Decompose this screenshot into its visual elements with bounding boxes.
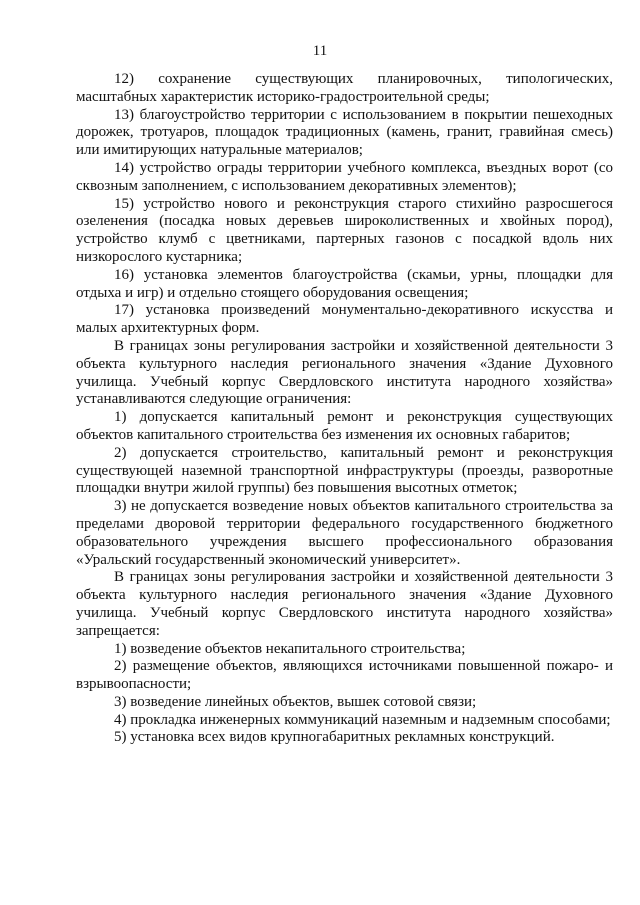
paragraph-restriction-2: 2) допускается строительство, капитальный ремонт и реконструкция существующей наземной транспортной инфраструктуры (проезды, разворотные площадки внутри жилой группы) без повышения высотных отметок; — [76, 444, 613, 497]
paragraph-prohibition-3: 3) возведение линейных объектов, вышек сотовой связи; — [114, 693, 477, 710]
paragraph-restrictions-intro: В границах зоны регулирования застройки и хозяйственной деятельности 3 объекта культурного наследия регионального значения «Здание Духовного училища. Учебный корпус Свердловского института народного хозяйства» устанавливаются следующие ограничения: — [76, 337, 613, 408]
paragraph-item-16: 16) установка элементов благоустройства (скамьи, урны, площадки для отдыха и игр) и отдельно стоящего оборудования освещения; — [76, 266, 613, 301]
paragraph-prohibition-1: 1) возведение объектов некапитального строительства; — [114, 640, 466, 657]
paragraph-item-17: 17) установка произведений монументально-декоративного искусства и малых архитектурных форм. — [76, 302, 613, 337]
paragraph-prohibition-5: 5) установка всех видов крупногабаритных рекламных конструкций. — [114, 729, 555, 746]
page-number: 11 — [312, 43, 328, 59]
paragraph-prohibitions-intro: В границах зоны регулирования застройки и хозяйственной деятельности 3 объекта культурного наследия регионального значения «Здание Духовного училища. Учебный корпус Свердловского института народного хозяйства» запрещается: — [76, 569, 613, 639]
paragraph-prohibition-4: 4) прокладка инженерных коммуникаций наземным и надземным способами; — [114, 711, 611, 728]
paragraph-item-12: 12) сохранение существующих планировочных, типологических, масштабных характеристик историко-градостроительной среды; — [76, 71, 613, 105]
document-body — [76, 71, 613, 747]
paragraph-restriction-3: 3) не допускается возведение новых объектов капитального строительства за пределами дворовой территории федерального государственного бюджетного образовательного учреждения высшего профессионального образования «Уральский государственный экономический университет». — [76, 498, 613, 568]
paragraph-item-14: 14) устройство ограды территории учебного комплекса, въездных ворот (со сквозным заполнением, с использованием декоративных элементов); — [76, 159, 613, 194]
paragraph-item-15: 15) устройство нового и реконструкция старого стихийно разросшегося озеленения (посадка новых деревьев широколиственных и хвойных пород), устройство клумб с цветниками, партерных газонов с посадкой вдоль них низкорослого кустарника; — [76, 195, 613, 265]
paragraph-restriction-1: 1) допускается капитальный ремонт и реконструкция существующих объектов капитального строительства без изменения их основных габаритов; — [76, 409, 613, 443]
paragraph-prohibition-2: 2) размещение объектов, являющихся источниками повышенной пожаро- и взрывоопасности; — [76, 658, 613, 693]
paragraph-item-13: 13) благоустройство территории с использованием в покрытии пешеходных дорожек, тротуаров, площадок традиционных (камень, гранит, гравийная смесь) или имитирующих натуральные материалов; — [76, 106, 613, 159]
